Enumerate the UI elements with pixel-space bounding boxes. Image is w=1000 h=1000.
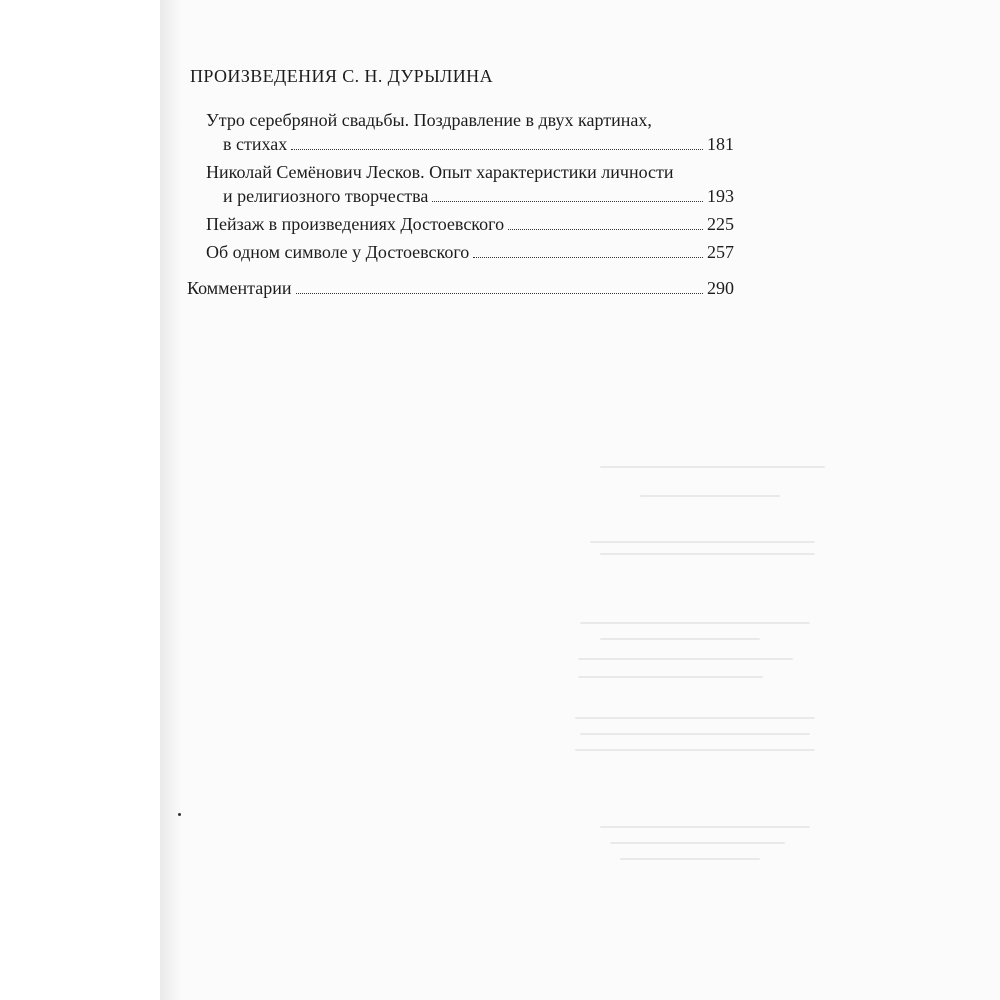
toc-entry-title-line1: Утро серебряной свадьбы. Поздравление в двух картинах,	[206, 110, 652, 130]
page-number: 257	[707, 242, 734, 262]
toc-entry	[206, 212, 734, 236]
page-number: 225	[707, 214, 734, 234]
toc-entry-title: Комментарии	[187, 278, 292, 298]
dot-leader	[508, 229, 703, 230]
toc-entry-title-line2: в стихах	[223, 134, 288, 154]
toc-entry-comments	[187, 276, 734, 300]
section-title: ПРОИЗВЕДЕНИЯ С. Н. ДУРЫЛИНА	[190, 66, 493, 86]
toc-entry-title: Пейзаж в произведениях Достоевского	[206, 214, 505, 234]
dot-leader	[291, 149, 703, 150]
dust-speck	[178, 813, 181, 816]
toc-entry-title: Об одном символе у Достоевского	[206, 242, 470, 262]
page-number: 193	[707, 186, 734, 206]
dot-leader	[296, 293, 703, 294]
toc-entry	[206, 108, 734, 156]
page-number: 181	[707, 134, 734, 154]
toc-entry-title-line1: Николай Семёнович Лесков. Опыт характеристики личности	[206, 162, 674, 182]
toc-entry	[206, 160, 734, 208]
dot-leader	[473, 257, 703, 258]
page-number: 290	[707, 278, 734, 298]
dot-leader	[432, 201, 703, 202]
toc-entry-title-line2: и религиозного творчества	[223, 186, 429, 206]
toc-entry	[206, 240, 734, 264]
